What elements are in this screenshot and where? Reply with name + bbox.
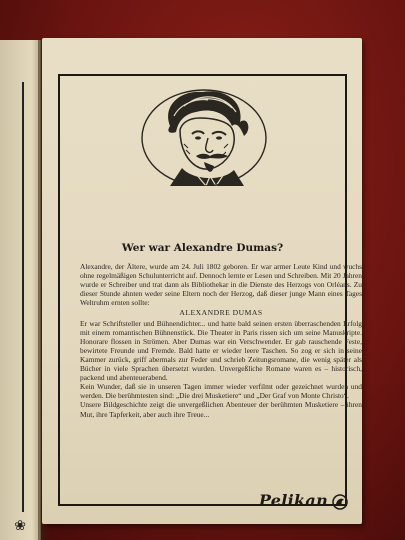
- paragraph-intro: Alexandre, der Ältere, wurde am 24. Juli 1802 geboren. Er war armer Leute Kind und wuchs ohne regelmäßigen Schulunterricht auf. Dennoch lernte er Lesen und Schreiben. Mit 20 Jahren wurde er Schreiber und trat dann als Bibliothekar in die Dienste des Herzogs von Orléans. Zu dieser Stunde ahnten weder seine Eltern noch der Herzog, daß dieser junge Mann eines Tages Weltruhm ernten sollte:: [80, 262, 362, 308]
- pelikan-logo: [259, 491, 348, 510]
- left-page-logo-icon: ❀: [14, 518, 26, 534]
- paragraph-name-heading: ALEXANDRE DUMAS: [179, 308, 263, 318]
- pelican-logo-icon: [332, 494, 348, 510]
- paragraph-story: Unsere Bildgeschichte zeigt die unvergeßlichen Abenteuer der berühmten Musketiere – ihren Mut, ihre Tapferkeit, aber auch ihre Treue...: [80, 400, 362, 419]
- main-page: [42, 38, 362, 524]
- body-text: [80, 262, 362, 419]
- paragraph-career: Er war Schriftsteller und Bühnendichter... und hatte bald seinen ersten überraschenden Erfolg mit einem romantischen Bühnenstück. Die Theater in Paris rissen sich um seine Manuskripte. Honorare flossen in Strömen. Aber Dumas war ein Verschwender. Er gab rauschende Feste, bewirtete Freunde und Fremde. Bald hatte er wieder leere Taschen. So zog er sich in seine Kammer zurück, griff abermals zur Feder und schrieb Zeitungsromane, die wenig später als Bücher in viele Sprachen übersetzt wurden. Unvergeßliche Romane waren es – historisch, packend und abenteuerabend.: [80, 318, 362, 383]
- left-page-edge: [0, 40, 41, 540]
- left-page-frame: [19, 82, 24, 512]
- dumas-portrait-illustration: [140, 86, 268, 186]
- text-frame: [58, 74, 362, 506]
- pelikan-logo-text: Pelikan: [258, 491, 328, 510]
- page-heading: Wer war Alexandre Dumas?: [121, 242, 284, 254]
- paragraph-films: Kein Wunder, daß sie in unseren Tagen immer wieder verfilmt oder gezeichnet wurden und werden. Die berühmtesten sind: „Die drei Musketiere“ und „Der Graf von Monte Christo“.: [80, 382, 362, 401]
